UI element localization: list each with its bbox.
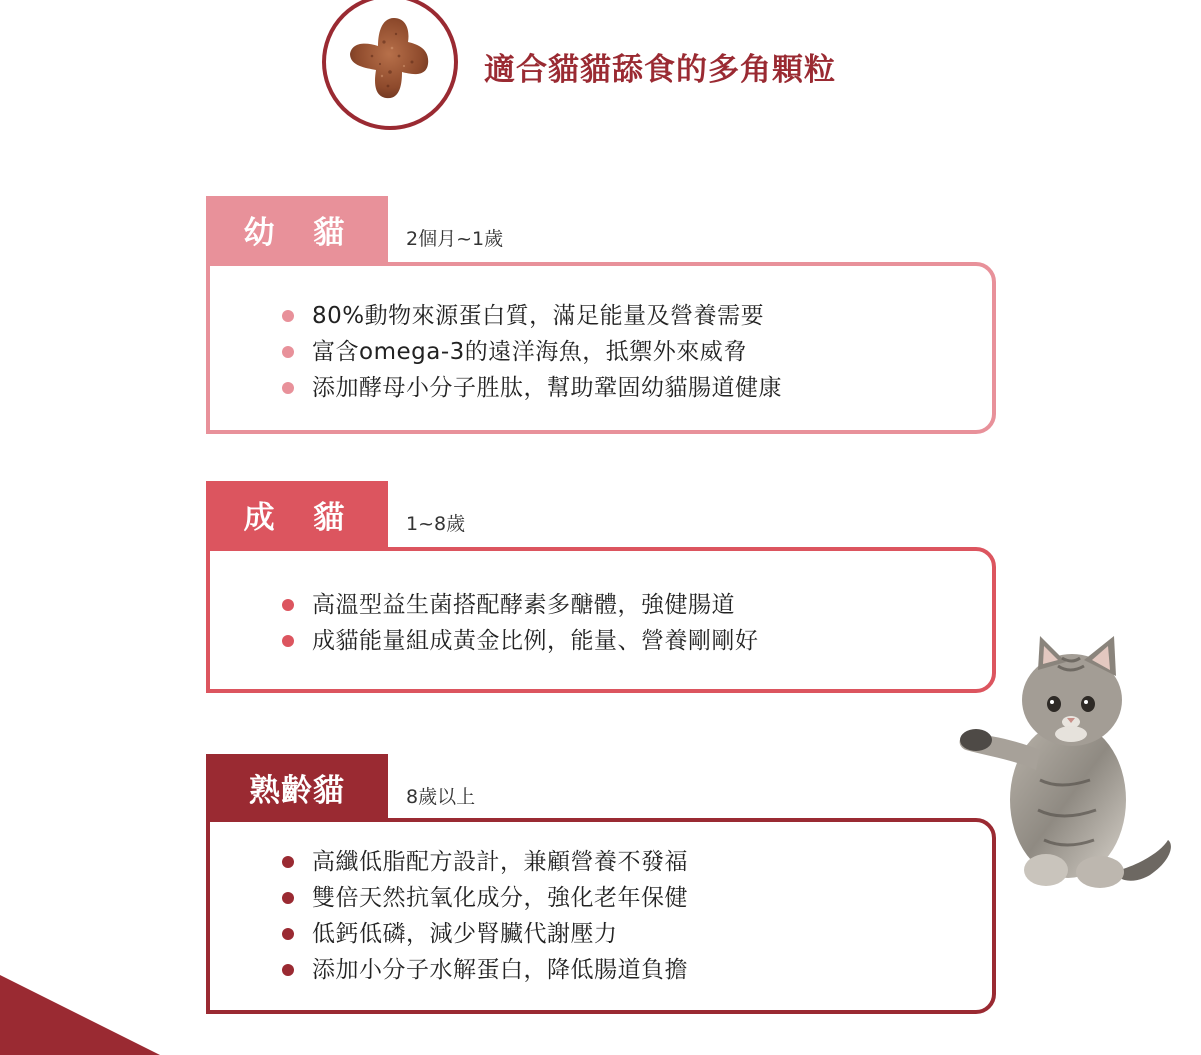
- senior-tab: 熟齡貓: [206, 754, 388, 820]
- list-item: [276, 298, 782, 334]
- adult-age-range: 1~8歲: [406, 513, 466, 535]
- feature-text: 添加酵母小分子胜肽，幫助鞏固幼貓腸道健康: [312, 375, 782, 401]
- kibble-icon: [344, 12, 436, 104]
- kitten-feature-box: [206, 262, 996, 434]
- kitten-tab: 幼 貓: [206, 196, 388, 262]
- bullet-icon: [282, 346, 294, 358]
- kitten-section: [206, 196, 996, 436]
- list-item: [276, 952, 688, 988]
- bullet-icon: [282, 382, 294, 394]
- feature-text: 80%動物來源蛋白質，滿足能量及營養需要: [312, 303, 765, 329]
- kibble-badge: [322, 0, 458, 130]
- adult-tab: 成 貓: [206, 481, 388, 547]
- kitten-feature-list: [276, 298, 782, 406]
- feature-text: 低鈣低磷，減少腎臟代謝壓力: [312, 921, 618, 947]
- bullet-icon: [282, 310, 294, 322]
- kitten-image: [950, 630, 1182, 905]
- senior-feature-list: [276, 844, 688, 988]
- bullet-icon: [282, 892, 294, 904]
- list-item: [276, 623, 759, 659]
- feature-text: 添加小分子水解蛋白，降低腸道負擔: [312, 957, 688, 983]
- senior-section: [206, 754, 996, 1016]
- senior-age-range: 8歲以上: [406, 786, 476, 808]
- kitten-age-range: 2個月~1歲: [406, 228, 504, 250]
- bullet-icon: [282, 635, 294, 647]
- bullet-icon: [282, 599, 294, 611]
- bullet-icon: [282, 928, 294, 940]
- bullet-icon: [282, 964, 294, 976]
- list-item: [276, 370, 782, 406]
- adult-section: [206, 481, 996, 695]
- list-item: [276, 880, 688, 916]
- senior-feature-box: [206, 818, 996, 1014]
- feature-text: 成貓能量組成黃金比例，能量、營養剛剛好: [312, 628, 759, 654]
- feature-text: 富含omega-3的遠洋海魚，抵禦外來威脅: [312, 339, 747, 365]
- feature-text: 高溫型益生菌搭配酵素多醣體，強健腸道: [312, 592, 735, 618]
- adult-feature-list: [276, 587, 759, 659]
- bullet-icon: [282, 856, 294, 868]
- list-item: [276, 844, 688, 880]
- feature-text: 雙倍天然抗氧化成分，強化老年保健: [312, 885, 688, 911]
- page-title: 適合貓貓舔食的多角顆粒: [484, 52, 836, 88]
- adult-feature-box: [206, 547, 996, 693]
- list-item: [276, 587, 759, 623]
- list-item: [276, 916, 688, 952]
- list-item: [276, 334, 782, 370]
- feature-text: 高纖低脂配方設計，兼顧營養不發福: [312, 849, 688, 875]
- decorative-corner-triangle: [0, 975, 160, 1055]
